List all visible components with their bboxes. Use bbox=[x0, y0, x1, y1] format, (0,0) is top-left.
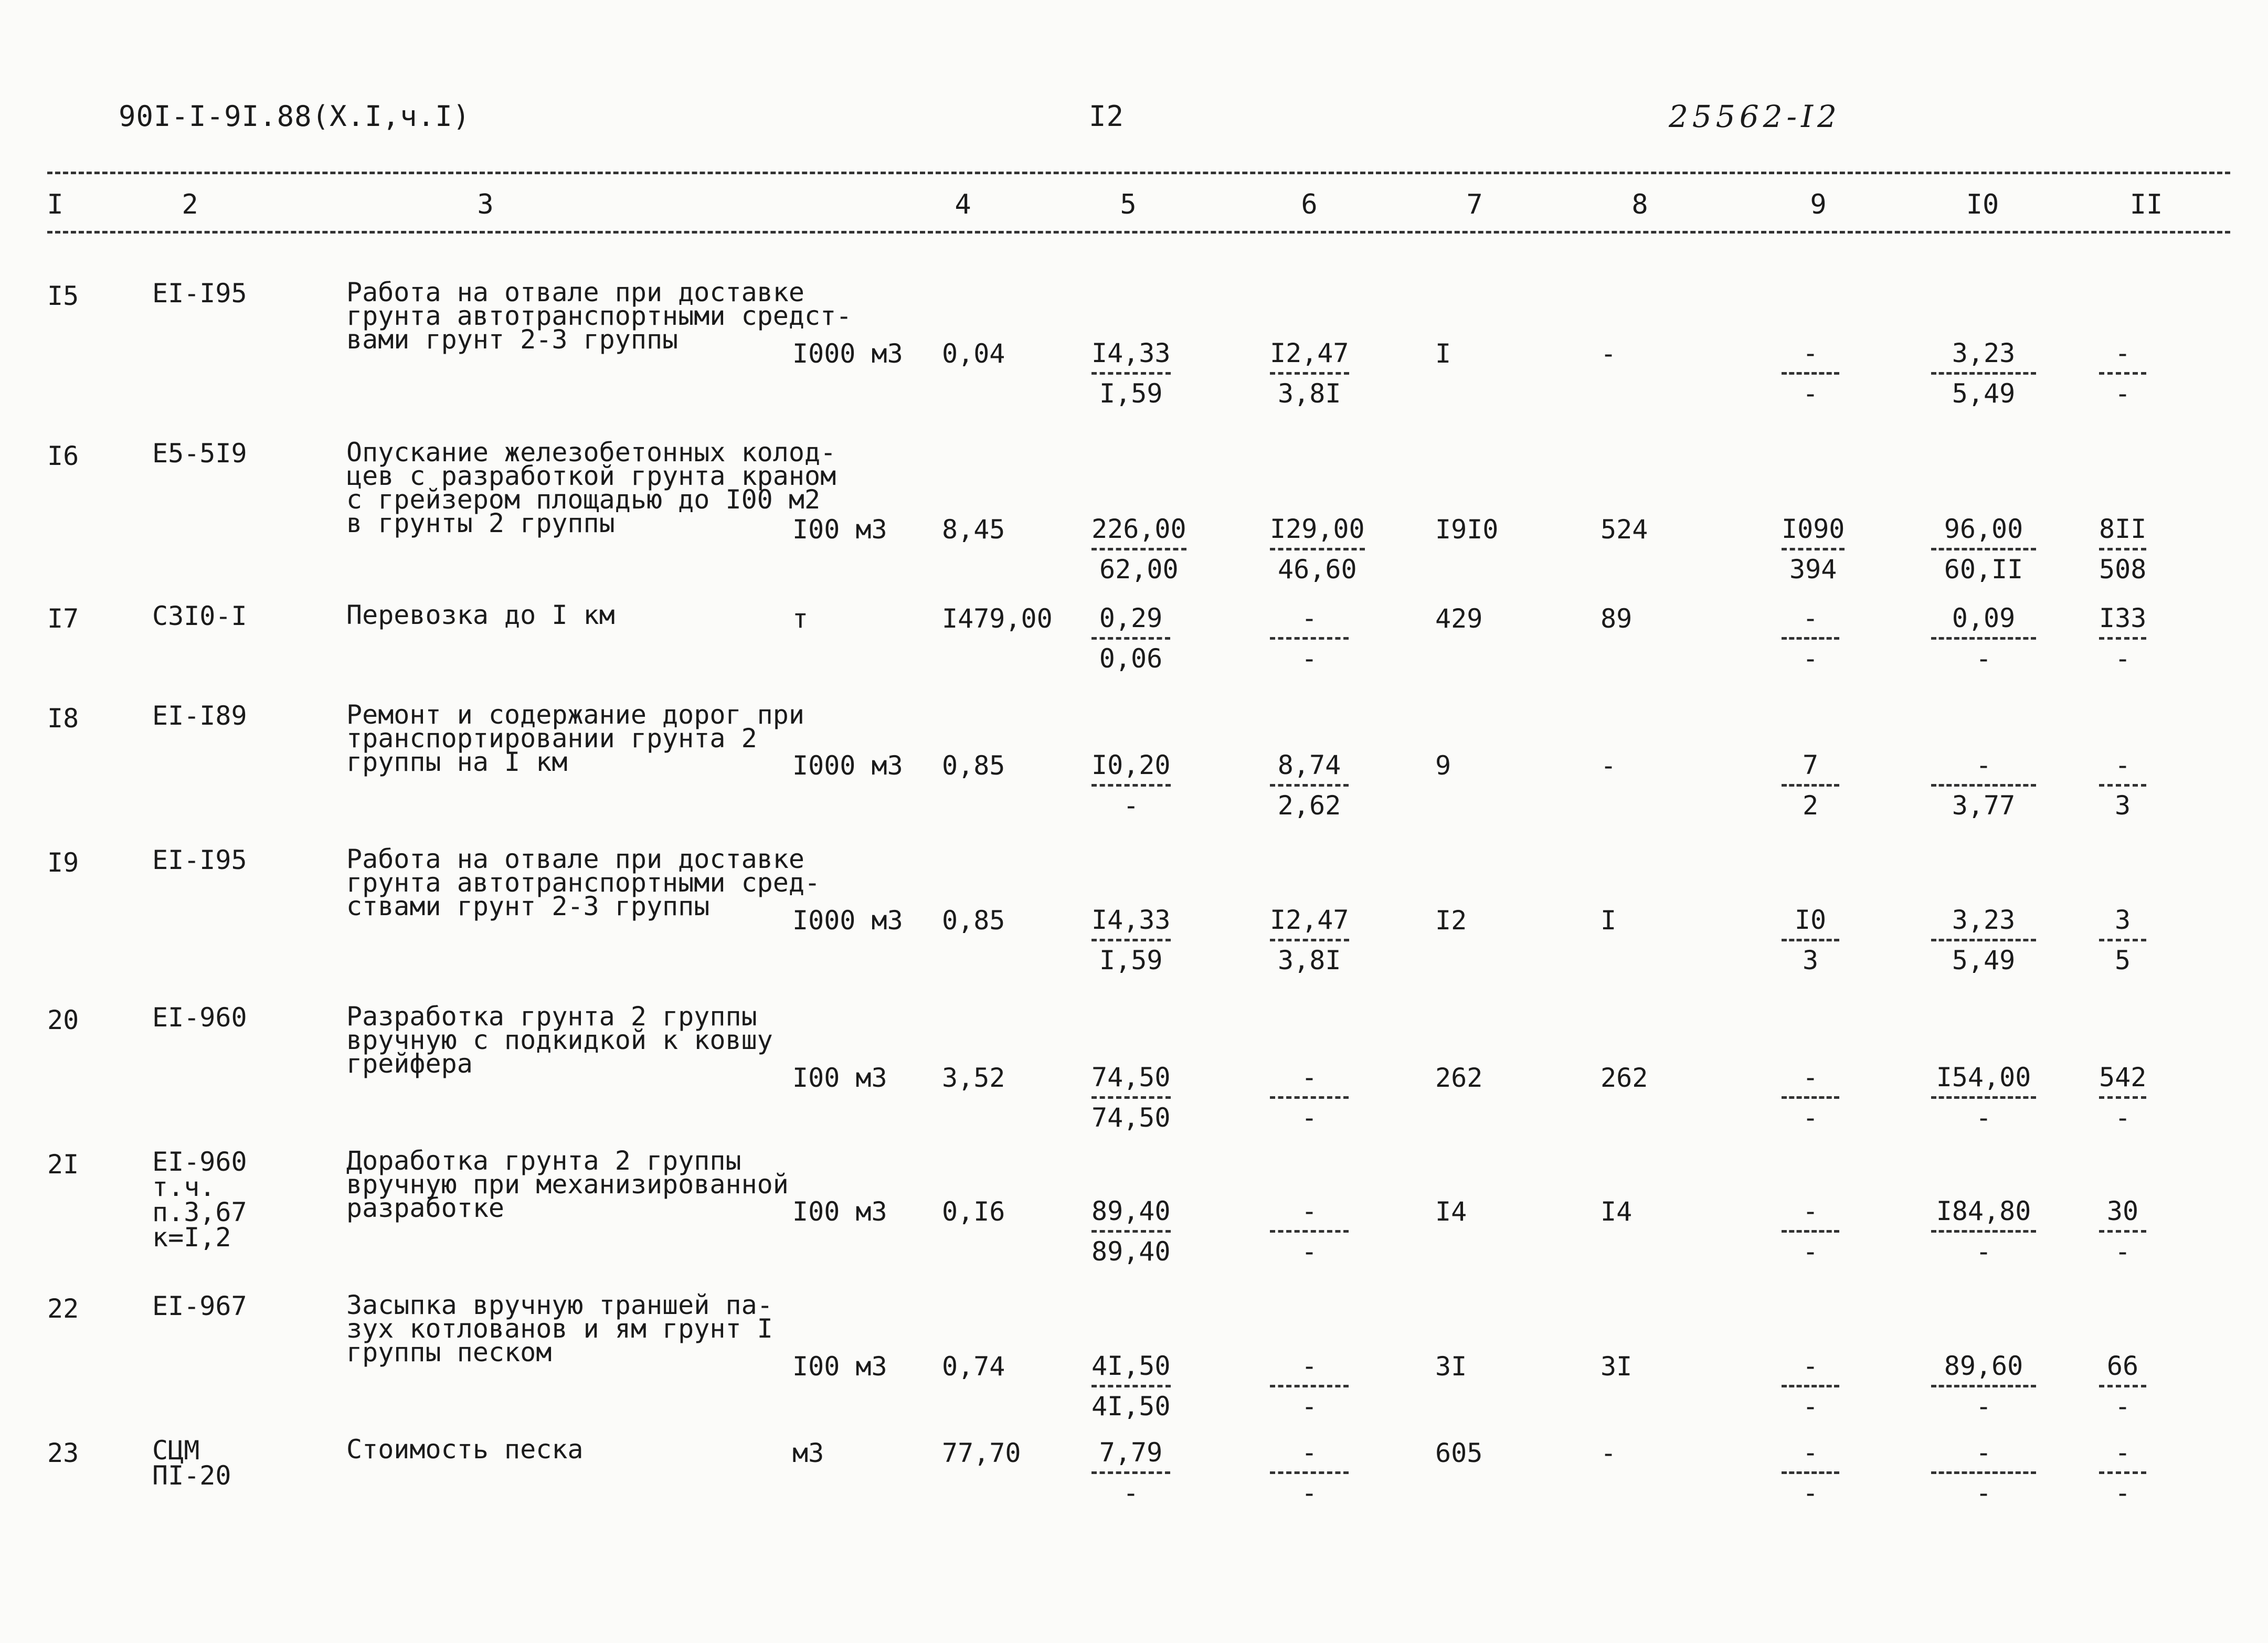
document-number: 25562-I2 bbox=[1669, 99, 1841, 134]
quantity: 8,45 bbox=[942, 514, 1005, 545]
fraction-c6 bbox=[1270, 905, 1349, 975]
cell-7: I2 bbox=[1435, 905, 1467, 936]
work-description: Работа на отвале при доставке грунта автотранспортными сред- ствами грунт 2-3 группы bbox=[346, 844, 821, 921]
fraction-c6 bbox=[1270, 514, 1365, 584]
cell-8: - bbox=[1601, 338, 1617, 369]
unit-of-measure: I00 м3 bbox=[792, 1196, 887, 1227]
fraction-bottom: 508 bbox=[2099, 554, 2147, 585]
unit-of-measure: I00 м3 bbox=[792, 1351, 887, 1382]
fraction-top: I090 bbox=[1782, 514, 1845, 550]
fraction-c11 bbox=[2099, 1196, 2146, 1266]
fraction-bottom: - bbox=[2114, 1478, 2131, 1508]
row-number: I5 bbox=[47, 281, 79, 311]
fraction-bottom: 4I,50 bbox=[1091, 1391, 1171, 1422]
fraction-c9 bbox=[1782, 905, 1839, 975]
fraction-top: - bbox=[1782, 1438, 1839, 1474]
fraction-top: 89,40 bbox=[1091, 1196, 1171, 1233]
quantity: 77,70 bbox=[942, 1438, 1021, 1468]
unit-of-measure: I000 м3 bbox=[792, 905, 903, 936]
cell-7: 3I bbox=[1435, 1351, 1467, 1382]
fraction-bottom: - bbox=[2115, 1103, 2131, 1133]
rate-code: EI-967 bbox=[152, 1291, 247, 1321]
unit-of-measure: I000 м3 bbox=[792, 750, 903, 781]
fraction-bottom: - bbox=[1301, 1478, 1318, 1508]
fraction-top: I4,33 bbox=[1091, 905, 1171, 941]
fraction-bottom: 394 bbox=[1789, 554, 1837, 585]
column-header-11: II bbox=[2129, 189, 2163, 220]
fraction-top: I84,80 bbox=[1931, 1196, 2036, 1233]
row-number: 20 bbox=[47, 1005, 79, 1035]
fraction-top: I0,20 bbox=[1091, 750, 1171, 787]
fraction-top: - bbox=[1782, 603, 1839, 640]
row-number: I9 bbox=[47, 847, 79, 878]
column-header-9: 9 bbox=[1810, 189, 1827, 220]
fraction-bottom: - bbox=[1802, 1391, 1819, 1422]
fraction-top: - bbox=[1270, 1196, 1349, 1233]
fraction-top: - bbox=[1270, 603, 1349, 640]
fraction-bottom: 89,40 bbox=[1091, 1236, 1171, 1267]
fraction-c5 bbox=[1091, 1438, 1170, 1508]
fraction-bottom: - bbox=[1802, 643, 1819, 674]
header-rule-bottom bbox=[47, 231, 2230, 234]
cell-8: I bbox=[1601, 905, 1617, 936]
quantity: 0,74 bbox=[942, 1351, 1005, 1382]
fraction-bottom: - bbox=[1301, 1236, 1318, 1267]
fraction-bottom: 46,60 bbox=[1278, 554, 1357, 585]
fraction-bottom: - bbox=[1802, 1103, 1819, 1133]
fraction-c9 bbox=[1782, 750, 1839, 820]
rate-code: EI-I95 bbox=[152, 278, 247, 309]
rate-code: EI-960 bbox=[152, 1002, 247, 1033]
fraction-top: - bbox=[1931, 1438, 2036, 1474]
cell-7: I4 bbox=[1435, 1196, 1467, 1227]
fraction-bottom: - bbox=[1301, 1391, 1318, 1422]
fraction-c11 bbox=[2099, 1351, 2146, 1421]
work-description: Опускание железобетонных колод- цев с разработкой грунта краном с грейзером площадью до I00 м2 в грунты 2 группы bbox=[346, 437, 836, 538]
work-description: Доработка грунта 2 группы вручную при механизированной разработке bbox=[346, 1146, 789, 1223]
fraction-bottom: 3,77 bbox=[1952, 790, 2016, 821]
fraction-bottom: - bbox=[1301, 1103, 1318, 1133]
cell-7: 9 bbox=[1435, 750, 1451, 781]
fraction-c11 bbox=[2099, 905, 2146, 975]
fraction-top: I29,00 bbox=[1270, 514, 1365, 550]
fraction-c5 bbox=[1091, 1196, 1171, 1266]
quantity: I479,00 bbox=[942, 603, 1053, 634]
fraction-bottom: 2 bbox=[1802, 790, 1819, 821]
header-rule-top bbox=[47, 172, 2230, 174]
fraction-bottom: - bbox=[1802, 1478, 1819, 1508]
fraction-c5 bbox=[1091, 1351, 1171, 1421]
fraction-top: - bbox=[1931, 750, 2036, 787]
work-description: Разработка грунта 2 группы вручную с подкидкой к ковшу грейфера bbox=[346, 1001, 773, 1079]
fraction-c9 bbox=[1782, 1351, 1839, 1421]
quantity: 0,04 bbox=[942, 338, 1005, 369]
fraction-bottom: 3,8I bbox=[1278, 945, 1341, 976]
fraction-top: 226,00 bbox=[1091, 514, 1186, 550]
fraction-bottom: I,59 bbox=[1099, 945, 1163, 976]
fraction-top: 89,60 bbox=[1931, 1351, 2036, 1387]
fraction-c11 bbox=[2099, 750, 2146, 820]
fraction-c5 bbox=[1091, 750, 1171, 820]
cell-8: 262 bbox=[1601, 1063, 1648, 1093]
cell-8: - bbox=[1601, 750, 1617, 781]
fraction-bottom: 62,00 bbox=[1099, 554, 1179, 585]
fraction-c11 bbox=[2099, 338, 2146, 408]
fraction-c9 bbox=[1782, 514, 1845, 584]
fraction-top: - bbox=[1270, 1351, 1349, 1387]
column-header-5: 5 bbox=[1120, 189, 1137, 220]
fraction-top: 96,00 bbox=[1931, 514, 2036, 550]
fraction-bottom: - bbox=[1802, 378, 1819, 409]
fraction-bottom: 5 bbox=[2114, 945, 2131, 976]
fraction-top: 8II bbox=[2099, 514, 2146, 550]
document-code: 90I-I-9I.88(X.I,ч.I) bbox=[119, 100, 471, 133]
rate-code: EI-I95 bbox=[152, 845, 247, 875]
fraction-top: - bbox=[1782, 1351, 1839, 1387]
fraction-top: 0,09 bbox=[1931, 603, 2036, 640]
fraction-top: - bbox=[1782, 1196, 1839, 1233]
fraction-top: I54,00 bbox=[1931, 1063, 2036, 1099]
fraction-top: I33 bbox=[2099, 603, 2146, 640]
unit-of-measure: I000 м3 bbox=[792, 338, 903, 369]
fraction-top: 7 bbox=[1782, 750, 1839, 787]
unit-of-measure: т bbox=[792, 603, 809, 634]
fraction-top: 0,29 bbox=[1091, 603, 1170, 640]
row-number: 23 bbox=[47, 1438, 79, 1468]
fraction-top: 74,50 bbox=[1091, 1063, 1171, 1099]
fraction-c6 bbox=[1270, 1351, 1349, 1421]
fraction-c10 bbox=[1931, 1196, 2036, 1266]
fraction-top: 542 bbox=[2099, 1063, 2146, 1099]
fraction-bottom: 74,50 bbox=[1091, 1103, 1171, 1133]
work-description: Перевозка до I км bbox=[346, 600, 615, 630]
fraction-bottom: - bbox=[2114, 1391, 2131, 1422]
fraction-bottom: - bbox=[1975, 1478, 1992, 1508]
fraction-c6 bbox=[1270, 1063, 1349, 1132]
quantity: 0,85 bbox=[942, 750, 1005, 781]
fraction-top: - bbox=[1270, 1063, 1349, 1099]
cell-7: 605 bbox=[1435, 1438, 1483, 1468]
column-header-1: I bbox=[47, 189, 63, 220]
fraction-top: I2,47 bbox=[1270, 338, 1349, 375]
fraction-c10 bbox=[1931, 1351, 2036, 1421]
fraction-c10 bbox=[1931, 514, 2036, 584]
fraction-c9 bbox=[1782, 338, 1839, 408]
page-number: I2 bbox=[1089, 100, 1125, 133]
fraction-top: - bbox=[2099, 1438, 2146, 1474]
row-number: I6 bbox=[47, 441, 79, 471]
fraction-c6 bbox=[1270, 1438, 1349, 1508]
rate-code: E5-5I9 bbox=[152, 438, 247, 469]
column-header-7: 7 bbox=[1466, 189, 1483, 220]
fraction-c10 bbox=[1931, 603, 2036, 673]
cell-8: - bbox=[1601, 1438, 1617, 1468]
fraction-c11 bbox=[2099, 514, 2146, 584]
fraction-top: 7,79 bbox=[1091, 1438, 1170, 1474]
fraction-bottom: 0,06 bbox=[1099, 643, 1163, 674]
fraction-bottom: - bbox=[1975, 643, 1992, 674]
fraction-c10 bbox=[1931, 338, 2036, 408]
fraction-c9 bbox=[1782, 1063, 1839, 1132]
fraction-c5 bbox=[1091, 905, 1171, 975]
fraction-c5 bbox=[1091, 338, 1171, 408]
fraction-top: 3,23 bbox=[1931, 905, 2036, 941]
cell-8: 3I bbox=[1601, 1351, 1633, 1382]
fraction-c6 bbox=[1270, 338, 1349, 408]
fraction-bottom: - bbox=[2114, 1236, 2131, 1267]
quantity: 0,I6 bbox=[942, 1196, 1005, 1227]
fraction-top: 8,74 bbox=[1270, 750, 1349, 787]
work-description: Работа на отвале при доставке грунта автотранспортными средст- вами грунт 2-3 группы bbox=[346, 277, 852, 355]
fraction-bottom: I,59 bbox=[1099, 378, 1163, 409]
row-number: I8 bbox=[47, 703, 79, 734]
fraction-c5 bbox=[1091, 603, 1170, 673]
fraction-top: - bbox=[2099, 338, 2146, 375]
fraction-bottom: 2,62 bbox=[1277, 790, 1341, 821]
fraction-top: I2,47 bbox=[1270, 905, 1349, 941]
fraction-c6 bbox=[1270, 750, 1349, 820]
rate-code: EI-960 т.ч. п.3,67 к=I,2 bbox=[152, 1147, 247, 1253]
fraction-bottom: - bbox=[1301, 643, 1318, 674]
rate-code: EI-I89 bbox=[152, 701, 247, 731]
column-header-8: 8 bbox=[1631, 189, 1648, 220]
fraction-bottom: - bbox=[1122, 1478, 1139, 1508]
fraction-top: 30 bbox=[2099, 1196, 2146, 1233]
fraction-c10 bbox=[1931, 1438, 2036, 1508]
cell-8: 89 bbox=[1601, 603, 1633, 634]
cell-8: I4 bbox=[1601, 1196, 1633, 1227]
fraction-bottom: 3 bbox=[1802, 945, 1819, 976]
column-header-3: 3 bbox=[477, 189, 494, 220]
fraction-top: - bbox=[1782, 1063, 1839, 1099]
fraction-c5 bbox=[1091, 1063, 1171, 1132]
row-number: I7 bbox=[47, 603, 79, 634]
fraction-top: 4I,50 bbox=[1091, 1351, 1171, 1387]
cell-7: 429 bbox=[1435, 603, 1483, 634]
work-description: Стоимость песка bbox=[346, 1434, 584, 1465]
fraction-bottom: - bbox=[1123, 790, 1139, 821]
fraction-top: 3,23 bbox=[1931, 338, 2036, 375]
fraction-bottom: - bbox=[1975, 1236, 1992, 1267]
cell-7: 262 bbox=[1435, 1063, 1483, 1093]
fraction-c5 bbox=[1091, 514, 1186, 584]
unit-of-measure: I00 м3 bbox=[792, 1063, 887, 1093]
fraction-c9 bbox=[1782, 1438, 1839, 1508]
unit-of-measure: I00 м3 bbox=[792, 514, 887, 545]
cell-8: 524 bbox=[1601, 514, 1648, 545]
fraction-top: I0 bbox=[1782, 905, 1839, 941]
fraction-bottom: 3 bbox=[2114, 790, 2131, 821]
fraction-top: 66 bbox=[2099, 1351, 2146, 1387]
fraction-top: - bbox=[1782, 338, 1839, 375]
fraction-top: I4,33 bbox=[1091, 338, 1171, 375]
work-description: Засыпка вручную траншей па- зух котлованов и ям грунт I группы песком bbox=[346, 1290, 773, 1368]
fraction-c6 bbox=[1270, 1196, 1349, 1266]
fraction-top: - bbox=[2099, 750, 2146, 787]
fraction-c10 bbox=[1931, 1063, 2036, 1132]
fraction-top: 3 bbox=[2099, 905, 2146, 941]
cell-7: I9I0 bbox=[1435, 514, 1499, 545]
fraction-c6 bbox=[1270, 603, 1349, 673]
fraction-c11 bbox=[2099, 603, 2146, 673]
cell-7: I bbox=[1435, 338, 1451, 369]
fraction-c11 bbox=[2099, 1063, 2146, 1132]
fraction-c10 bbox=[1931, 905, 2036, 975]
fraction-bottom: 3,8I bbox=[1278, 378, 1341, 409]
work-description: Ремонт и содержание дорог при транспортировании грунта 2 группы на I км bbox=[346, 699, 804, 777]
row-number: 22 bbox=[47, 1294, 79, 1324]
fraction-c11 bbox=[2099, 1438, 2146, 1508]
fraction-bottom: - bbox=[2115, 643, 2131, 674]
fraction-bottom: 60,II bbox=[1944, 554, 2023, 585]
fraction-bottom: - bbox=[1802, 1236, 1819, 1267]
row-number: 2I bbox=[47, 1149, 79, 1180]
column-header-6: 6 bbox=[1301, 189, 1318, 220]
fraction-bottom: - bbox=[1975, 1103, 1992, 1133]
unit-of-measure: м3 bbox=[792, 1438, 824, 1468]
fraction-bottom: 5,49 bbox=[1952, 378, 2016, 409]
fraction-c9 bbox=[1782, 1196, 1839, 1266]
fraction-top: - bbox=[1270, 1438, 1349, 1474]
rate-code: СЗI0-I bbox=[152, 601, 247, 631]
column-header-2: 2 bbox=[182, 189, 198, 220]
column-header-4: 4 bbox=[955, 189, 971, 220]
rate-code: СЦМ ПI-20 bbox=[152, 1435, 231, 1491]
quantity: 0,85 bbox=[942, 905, 1005, 936]
quantity: 3,52 bbox=[942, 1063, 1005, 1093]
fraction-bottom: - bbox=[2114, 378, 2131, 409]
fraction-bottom: 5,49 bbox=[1952, 945, 2016, 976]
fraction-bottom: - bbox=[1975, 1391, 1992, 1422]
fraction-c9 bbox=[1782, 603, 1839, 673]
column-header-10: I0 bbox=[1966, 189, 1999, 220]
fraction-c10 bbox=[1931, 750, 2036, 820]
